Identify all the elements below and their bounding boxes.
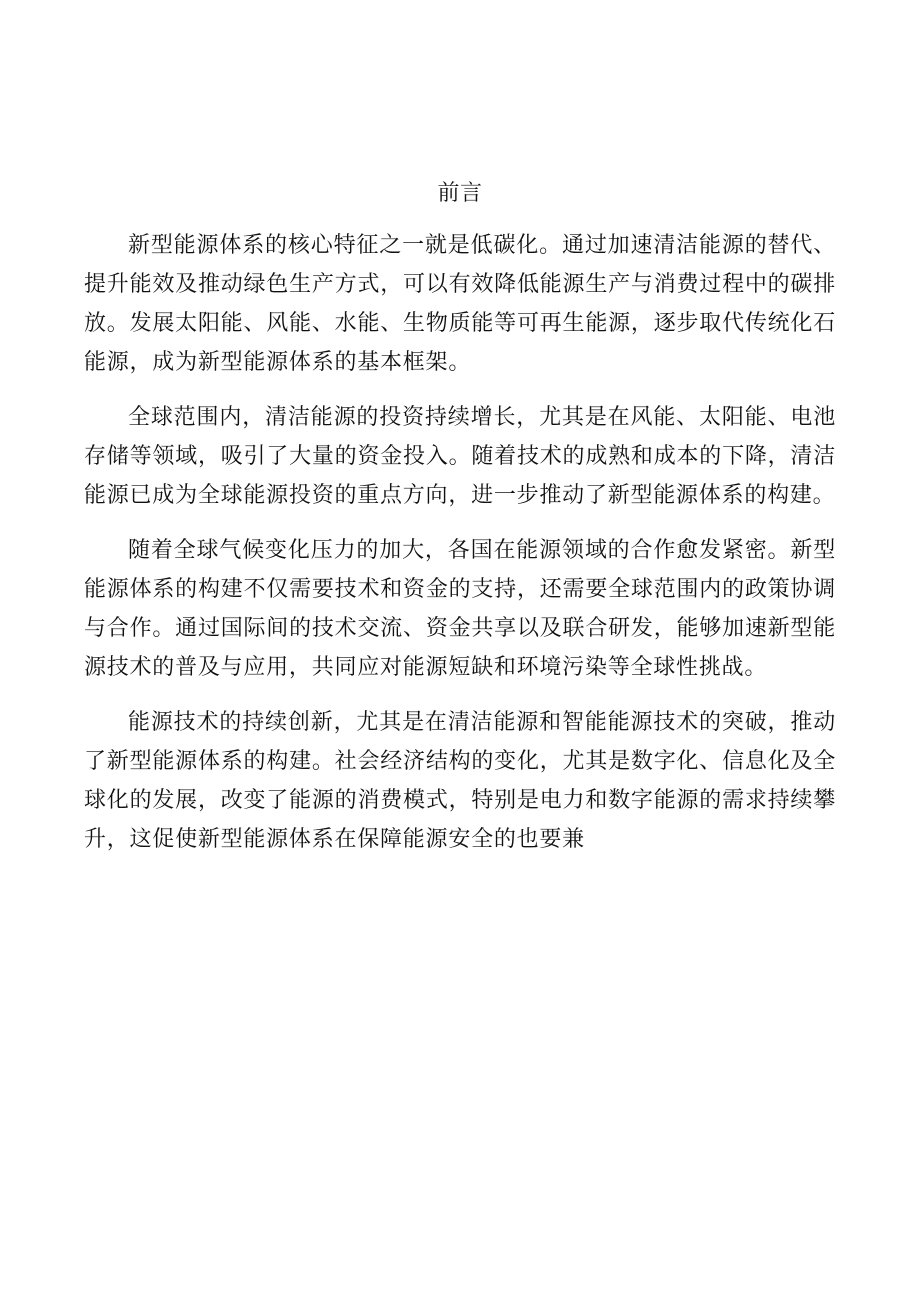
- paragraph-4: 能源技术的持续创新，尤其是在清洁能源和智能能源技术的突破，推动了新型能源体系的构建。社会经济结构的变化，尤其是数字化、信息化及全球化的发展，改变了能源的消费模式，特别是电力和数字能源的需求持续攀升，这促使新型能源体系在保障能源安全的也要兼: [84, 710, 836, 852]
- paragraph-2: 全球范围内，清洁能源的投资持续增长，尤其是在风能、太阳能、电池存储等领域，吸引了大量的资金投入。随着技术的成熟和成本的下降，清洁能源已成为全球能源投资的重点方向，进一步推动了新型能源体系的构建。: [84, 405, 836, 508]
- paragraph-3: 随着全球气候变化压力的加大，各国在能源领域的合作愈发紧密。新型能源体系的构建不仅需要技术和资金的支持，还需要全球范围内的政策协调与合作。通过国际间的技术交流、资金共享以及联合研发，能够加速新型能源技术的普及与应用，共同应对能源短缺和环境污染等全球性挑战。: [84, 538, 836, 680]
- body-text: [84, 226, 836, 875]
- paragraph-1: 新型能源体系的核心特征之一就是低碳化。通过加速清洁能源的替代、提升能效及推动绿色生产方式，可以有效降低能源生产与消费过程中的碳排放。发展太阳能、风能、水能、生物质能等可再生能源，逐步取代传统化石能源，成为新型能源体系的基本框架。: [84, 233, 836, 375]
- page-title: 前言: [437, 181, 483, 206]
